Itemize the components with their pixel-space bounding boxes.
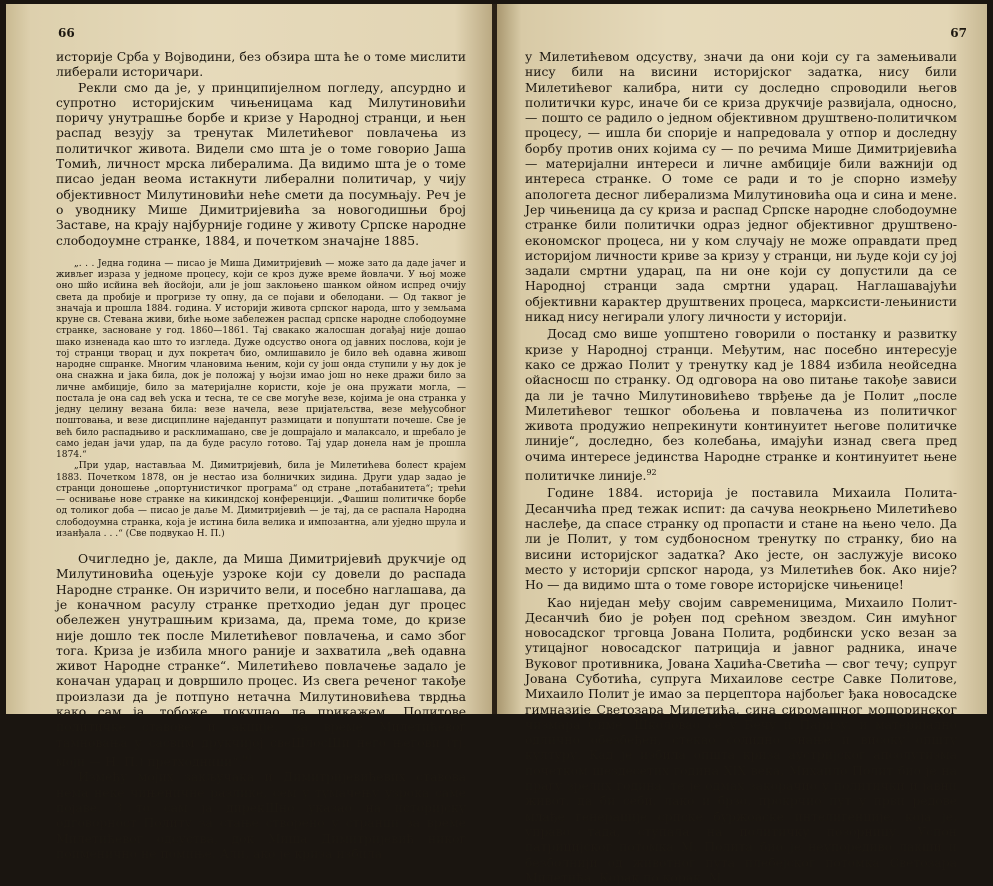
right-paragraph-3: Године 1884. историја је поставила Михаила Полита-Десанчића пред тежак испит: да сачува неокрњено Милетићево наслеђе, да спасе странку од пропасти и стане на њено чело. Да ли је Полит, у том судбоносном тренутку по странку, био на висини историјског задатка? Ако јесте, он заслужује високо место у историји српског народа, уз Милетићев бок. Ако није? Но — да видимо шта о томе говоре историјске чињенице!	[525, 486, 957, 593]
left-block-quote-2: „При удар, настављаа М. Димитријевић, била је Милетићева болест крајем 1883. Почетком 1878, он је нестао иза болничких зидина. Други удар задао је странци доношење „опортунистичког програма“ од стране „потабанитета“; трећи — оснивање нове странке на кикиндској конференцији. „Фашиш политичке борбе од толиког доба — писао је даље М. Димитријевић — је тај, да се распала Народна слободоумна странка, која је истина била велика и импозантна, али уједно шрула и изанђала . . .“ (Све подвукао Н. П.)	[56, 461, 466, 540]
left-paragraph-3: Очигледно је, дакле, да Миша Димитријевић друкчије од Милутиновића оцењује узроке који су довели до распада Народне странке. Он изричито вели, и посебно наглашава, да је коначном расулу странке претходио један дуг процес обележен унутрашњим кризама, да, према томе, до кризе није дошло тек после Милетићевог повлачења, и само због тога. Криза је избила много раније и захватила „већ одавна живот Народне странке“. Милетићево повлачење задало је коначан ударац и довршило процес. Из свега реченог такође произлази да је потпуно нетачна Милутиновићева тврдња како сам ја, тобоже, покушао да прикажем „Политове политичке ставове и акције, за време Милетићевог тамновања у сасвим друкчијој свеШлосШи него његови (тј. моји — Н. П.) претходници“.$^{91}$	[56, 552, 466, 770]
left-block-quote-1: „. . . Једна година — писао је Миша Димитријевић — може зато да даде јачег и живљег израза у једноме процесу, који се кроз дуже време йовлачи. У њој може оно шйо исйина већ йосйоји, али је још заклоњено шанком ойном испред очију света да пробије и прогризе ту опну, да се појави и обелодани. — Од таквог је значаја и прошла 1884. година. У историји живота српског народа, што у земљама круне св. Стевана живи, биће њоме забележен распад српске народне слободоумне странке, засноване у год. 1860—1861. Тај свакако жалосшан догађај није дошао шако изненада као што то изгледа. Дуже одсуство онога од јавних послова, који је тој странци творац и дух покретач био, омлишавило је било већ одавна живош народне сшранке. Многим члановима њеним, који су још онда ступили у њу док је она снажна и јака била, док је положај у њојзи имао још но неке дражи било за личне амбиције, било за материјалне користи, које је она пружати могла, — постала је она сад већ уска и тесна, те се све могуће везе, којима је она странка у једну целину везана била: везе начела, везе пријатељства, везе међусобног поштовања, и везе дисциплине наједанпут размицати и попуштати почеше. Све је већ било распадњиво и расклимашано, све је дошрајало и малаксало, и шребало је само један јачи удар, па да буде расуло готово. Тај удар донела нам је прошла 1874.“	[56, 259, 466, 462]
left-paragraph-1: историје Срба у Војводини, без обзира шта ће о томе мислити либерали историчари.	[56, 50, 466, 81]
right-paragraph-1: у Милетићевом одсуству, значи да они који су га замењивали нису били на висини историјског задатка, нису били Милетићевог калибра, нити су доследно спроводили његов политички курс, иначе би се криза друкчије развијала, односно, — пошто се радило о једном објективном друштвено-политичком процесу, — ишла би спорије и напредовала у отпор и доследну борбу против оних којима су — по речима Мише Димитријевића — материјални интереси и личне амбиције били важнији од интереса странке. О томе се ради и то је спорно између апологета десног либерализма Милутиновића оца и сина и мене. Јер чињеница да су криза и распад Српске народне слободоумне странке били политички одраз једног објективног друштвено-економског процеса, ни у ком случају не може оправдати пред историјом личности криве за кризу у странци, ни људе који су јој задали смртни ударац, па ни оне који су допустили да се Народној странци зада смртни ударац. Наглашавајући објективни карактер друштвених процеса, марксисти-лењинисти никад нису негирали улогу личности у историји.	[525, 50, 957, 325]
right-paragraph-4: Као ниједан међу својим савременицима, Михаило Полит-Десанчић био је рођен под срећном звездом. Син имућног новосадског трговца Јована Полита, родбински уско везан за утицајног новосадског патриција и јавног радника, иначе Вуковог противника, Јована Хаџића-Светића — свог течу; супруг Јована Суботића, супруга Михаилове сестре Савке Политове, Михаило Полит је имао за перцептора најбољег ђака новосадске гимназије Светозара Милетића, сина сиромашног мошоринског чизмара Симе. Школовао се у Бечу и Паризу, и материјално одлично обезбеђен, стекао солидно знање и високу општу културу. Кад је избила општа криза аустријског апсолутизма почетком шездесетих година XIX века, Михаило Полит био је на прагу зрелих година, те је одмах закорачио у политички и јавни живот, да би себи, лако и брзо, прокрчио пут у први редове млађе генерације српске буржоаске интелигенције, која је, управо тада, ступала на политичку позорницу. Успон патрицијског потомка М. Полита био је неупоредиво лакши и безболнији од животног пута плебејског потомка Светозара Милетића. Корак по корак, М.	[525, 596, 957, 886]
footnote-ref-92: 92	[646, 468, 656, 477]
book-spread	[6, 4, 987, 714]
footnote-ref-91: 91	[242, 754, 252, 763]
left-paragraph-2: Рекли смо да је, у принципијелном погледу, апсурдно и супротно историјским чињеницама кад Милутиновићи поричу унутрашње борбе и кризе у Народној странци, и њен распад везују за тренутак Милетићевог повлачења из политичког живота. Видели смо шта је о томе говорио Јаша Томић, личност мрска либералима. Да видимо шта је о томе писао један веома истакнути либерални политичар, у чију објективност Милутиновићи неће смети да посумњају. Реч је о уводнику Мише Димитријевића за новогодишњи број Заставе, на крају најбурније године у животу Српске народне слободоумне странке, 1884, и почетком значајне 1885.	[56, 81, 466, 249]
page-number-left: 66	[58, 26, 75, 40]
left-page	[6, 4, 494, 714]
right-page	[497, 4, 987, 714]
left-paragraph-4: Између мојих закључака и Димитријевићевих ставова нема неке чињеничне разлике, сем у тумачењу узрока саме појаве. З то сам ја дирекШно указао на историјску одговорност Политу за стање створено у странци за време Милетићевог одсуства, док Миша Димитријевић никог поименично не помиње. Али, ако је криза избила	[56, 770, 466, 862]
left-text-column	[56, 50, 466, 862]
right-paragraph-2: Досад смо више уопштено говорили о постанку и развитку кризе у Народној странци. Међутим, нас посебно интересује како се држао Полит у тренутку кад је 1884 избила неойседна ойасносш по странку. Од одговора на ово питање такође зависи да ли је тачно Милутиновићево тврђење да је Полит „после Милетићевог тешког обољења и повлачења из политичког живота продужио непрекинути континуитет његове политичке линије“, доследно, без колебања, имајући изнад свега пред очима интересе јединства Народне странке и континуитет њене политичке линије.$^{92}$	[525, 327, 957, 484]
page-number-right: 67	[950, 26, 967, 40]
right-text-column	[525, 50, 957, 886]
